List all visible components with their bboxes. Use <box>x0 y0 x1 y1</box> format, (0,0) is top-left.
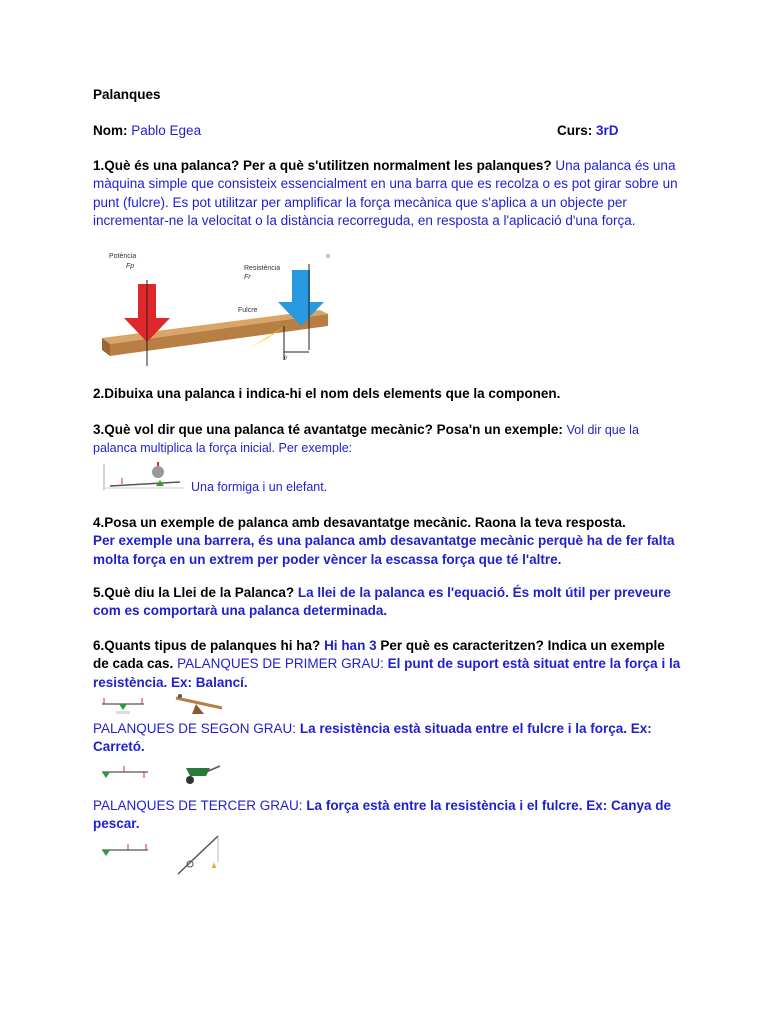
name-value: Pablo Egea <box>131 123 202 138</box>
name-label: Nom: <box>93 123 128 138</box>
ant-elephant-lever-image <box>100 460 188 492</box>
seesaw-icon <box>172 692 226 716</box>
question-6-answer-a: Hi han 3 <box>324 638 377 653</box>
question-1 <box>93 157 683 230</box>
wheelbarrow-icon <box>180 762 222 786</box>
label-lr: lr <box>284 356 288 362</box>
page-title: Palanques <box>93 87 161 102</box>
second-class-title: PALANQUES DE SEGON GRAU: <box>93 721 297 736</box>
question-4-answer: Per exemple una barrera, és una palanca amb desavantatge mecànic perquè ha de fer falta molta força en un extrem per poder vèncer la escassa força que té l'altre. <box>93 533 675 567</box>
label-resistencia: Resistència <box>244 265 281 272</box>
third-class <box>93 797 683 834</box>
question-2: 2.Dibuixa una palanca i indica-hi el nom dels elements que la componen. <box>93 386 561 401</box>
question-5-answer: La llei de la palanca es l'equació. És molt útil per preveure com es comportarà una palanca determinada. <box>93 585 671 619</box>
question-3-text: 3.Què vol dir que una palanca té avantatge mecànic? Posa'n un exemple: <box>93 422 563 437</box>
question-3 <box>93 421 683 458</box>
question-6-text-a: 6.Quants tipus de palanques hi ha? <box>93 638 321 653</box>
label-fp: Fp <box>126 263 135 270</box>
first-class-lever-icon <box>98 694 148 716</box>
label-fr: Fr <box>244 274 251 281</box>
course-label: Curs: <box>557 123 593 138</box>
question-4 <box>93 514 683 569</box>
course-value: 3rD <box>596 123 619 138</box>
question-3-example: Una formiga i un elefant. <box>191 480 328 494</box>
second-class-text: La resistència està situada entre el fulcre i la força. Ex: Carretó. <box>93 721 652 755</box>
third-class-lever-icon <box>98 840 152 862</box>
question-3-answer: Vol dir que la palanca multiplica la força inicial. Per exemple: <box>93 423 639 456</box>
fishing-rod-icon <box>172 832 242 878</box>
question-1-text: 1.Què és una palanca? Per a què s'utilitzen normalment les palanques? <box>93 158 552 173</box>
question-6-text-b: Per què es caracteritzen? Indica un exemple de cada cas. <box>93 638 665 672</box>
question-4-text: 4.Posa un exemple de palanca amb desavantatge mecànic. Raona la teva resposta. <box>93 515 626 530</box>
lever-diagram <box>98 250 338 368</box>
second-class-lever-icon <box>98 764 152 784</box>
course-field <box>557 122 619 140</box>
second-class <box>93 720 683 757</box>
question-1-answer: Una palanca és una màquina simple que consisteix essencialment en una barra que es recolza o es pot girar sobre un punt (fulcre). Es pot utilitzar per amplificar la força mecànica que s'aplica a un objecte per incrementar-ne la velocitat o la distància recorreguda, en resposta a l'aplicació d'una força. <box>93 158 678 228</box>
first-class-text: El punt de suport està situat entre la força i la resistència. Ex: Balancí. <box>93 656 681 690</box>
label-potencia: Potència <box>109 253 137 260</box>
label-fulcre: Fulcre <box>238 307 258 314</box>
question-5-text: 5.Què diu la Llei de la Palanca? <box>93 585 295 600</box>
third-class-text: La força està entre la resistència i el fulcre. Ex: Canya de pescar. <box>93 798 671 832</box>
question-6 <box>93 637 683 692</box>
third-class-title: PALANQUES DE TERCER GRAU: <box>93 798 303 813</box>
first-class-title: PALANQUES DE PRIMER GRAU: <box>177 656 384 672</box>
question-5 <box>93 584 683 621</box>
